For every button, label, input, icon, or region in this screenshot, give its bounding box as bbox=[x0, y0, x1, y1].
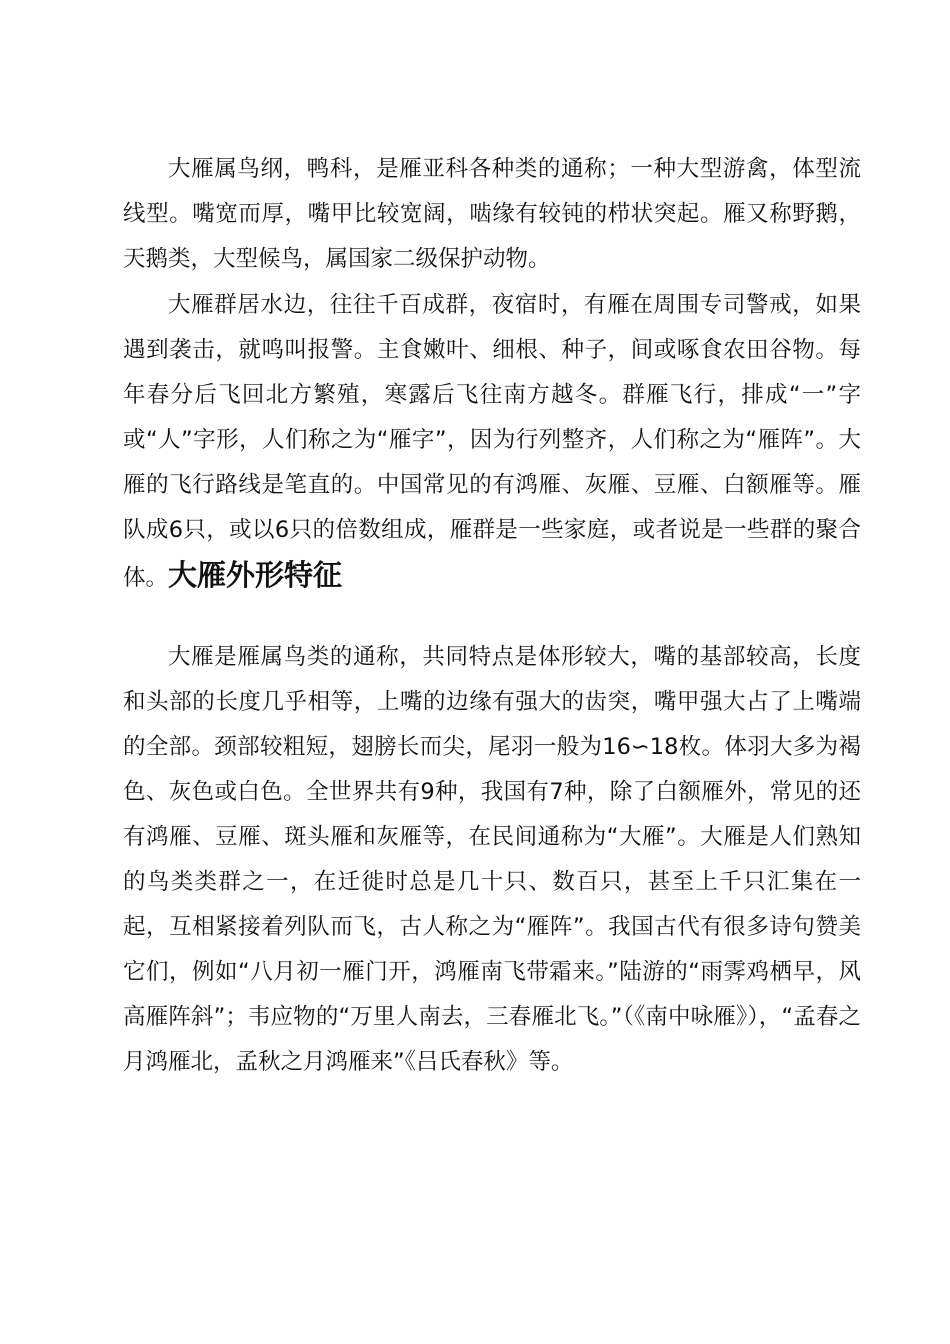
section-heading: 大雁外形特征 bbox=[168, 558, 343, 592]
paragraph-block-2 bbox=[123, 283, 861, 601]
paragraph-behavior-text: 大雁群居水边，往往千百成群，夜宿时，有雁在周围专司警戒，如果遇到袭击，就鸣叫报警。主食嫩叶、细根、种子，间或啄食农田谷物。每年春分后飞回北方繁殖，寒露后飞往南方越冬。群雁飞行，排成“一”字或“人”字形，人们称之为“雁字”，因为行列整齐，人们称之为“雁阵”。大雁的飞行路线是笔直的。中国常见的有鸿雁、灰雁、豆雁、白额雁等。雁队成6只，或以6只的倍数组成，雁群是一些家庭，或者说是一些群的聚合体。 bbox=[123, 292, 861, 591]
paragraph-appearance: 大雁是雁属鸟类的通称，共同特点是体形较大，嘴的基部较高，长度和头部的长度几乎相等，上嘴的边缘有强大的齿突，嘴甲强大占了上嘴端的全部。颈部较粗短，翅膀长而尖，尾羽一般为16∽18枚。体羽大多为褐色、灰色或白色。全世界共有9种，我国有7种，除了白额雁外，常见的还有鸿雁、豆雁、斑头雁和灰雁等，在民间通称为“大雁”。大雁是人们熟知的鸟类类群之一，在迁徙时总是几十只、数百只，甚至上千只汇集在一起，互相紧接着列队而飞，古人称之为“雁阵”。我国古代有很多诗句赞美它们，例如“八月初一雁门开，鸿雁南飞带霜来。”陆游的“雨霁鸡栖早，风高雁阵斜”；韦应物的“万里人南去，三春雁北飞。”（《南中咏雁》），“孟春之月鸿雁北，孟秋之月鸿雁来”《吕氏春秋》等。 bbox=[123, 644, 861, 1075]
paragraph-block-3 bbox=[123, 635, 861, 1085]
paragraph-block-1 bbox=[123, 147, 861, 282]
paragraph-intro: 大雁属鸟纲，鸭科，是雁亚科各种类的通称；一种大型游禽，体型流线型。嘴宽而厚，嘴甲比较宽阔，啮缘有较钝的栉状突起。雁又称野鹅，天鹅类，大型候鸟，属国家二级保护动物。 bbox=[123, 156, 861, 272]
paragraph-behavior bbox=[123, 283, 861, 601]
